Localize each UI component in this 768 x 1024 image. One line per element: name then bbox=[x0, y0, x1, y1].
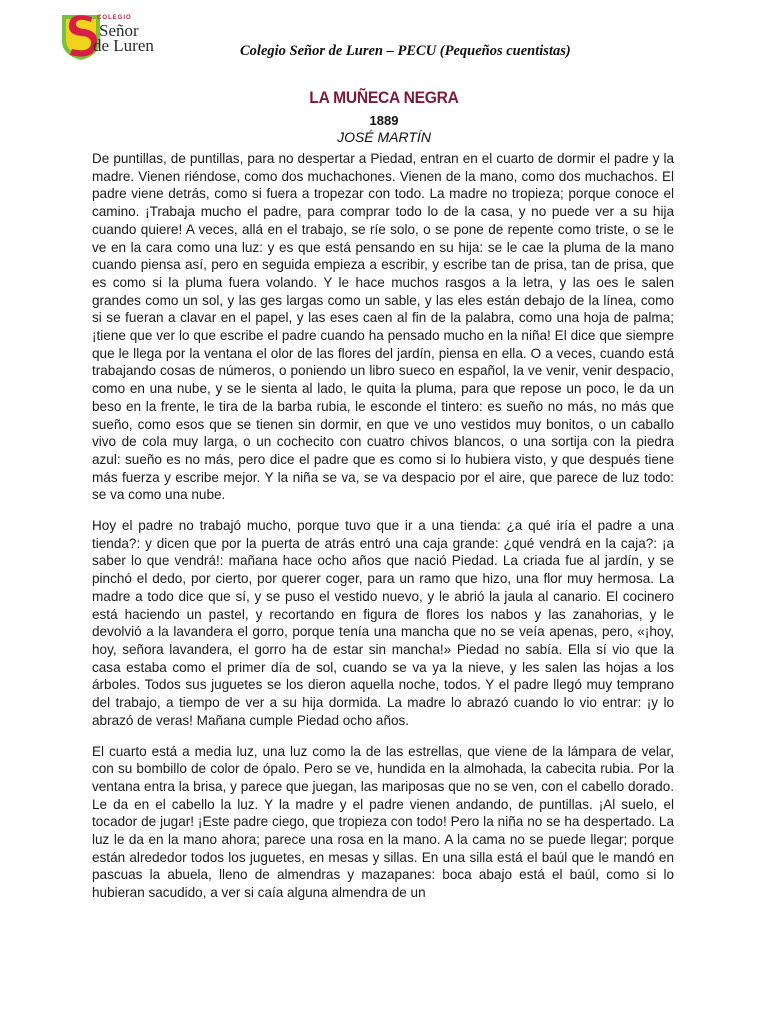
story-year: 1889 bbox=[369, 113, 399, 128]
paragraph: De puntillas, de puntillas, para no despertar a Piedad, entran en el cuarto de dormir el padre y la madre. Vienen riéndose, como dos muchachones. Vienen de la mano, como dos muchachos. El padre viene detrás, como si fuera a tropezar con todo. La madre no tropieza; porque conoce el camino. ¡Trabaja mucho el padre, para comprar todo lo de la casa, y no puede ver a su hija cuando quiere! A veces, allá en el trabajo, se ríe solo, o se pone de repente como triste, o se le ve en la cara como una luz: y es que está pensando en su hija: se le cae la pluma de la mano cuando piensa así, pero en seguida empieza a escribir, y escribe tan de prisa, tan de prisa, que es como si la pluma fuera volando. Y le hace muchos rasgos a la letra, y las oes le salen grandes como un sol, y las ges largas como un sable, y las eles están debajo de la línea, como si se fueran a clavar en el papel, y las eses caen al fin de la palabra, como una hoja de palma; ¡tiene que ver lo que escribe el padre cuando ha pensado mucho en la niña! El dice que siempre que le llega por la ventana el olor de las flores del jardín, piensa en ella. O a veces, cuando está trabajando cosas de números, o poniendo un libro sueco en español, la ve venir, venir despacio, como en una nube, y se le sienta al lado, le quita la pluma, para que repose un poco, le da un beso en la frente, le tira de la barba rubia, le esconde el tintero: es sueño no más, no más que sueño, como esos que se tienen sin dormir, en que ve uno vestidos muy bonitos, o un caballo vivo de cola muy larga, o un cochecito con cuatro chivos blancos, o una sortija con la piedra azul: sueño es no más, pero dice el padre que es como si lo hubiera visto, y que después tiene más fuerza y escribe mejor. Y la niña se va, se va despacio por el aire, que parece de luz todo: se va como una nube. bbox=[92, 151, 674, 503]
logo-small-text: COLEGIO bbox=[97, 15, 132, 21]
story-title: LA MUÑECA NEGRA bbox=[309, 88, 459, 107]
story-body bbox=[92, 150, 674, 915]
story-author: JOSÉ MARTÍN bbox=[337, 129, 431, 145]
school-logo bbox=[60, 11, 170, 63]
logo-name-line1: Señor bbox=[99, 21, 139, 40]
header-title: Colegio Señor de Luren – PECU (Pequeños cuentistas) bbox=[240, 43, 571, 59]
paragraph: Hoy el padre no trabajó mucho, porque tuvo que ir a una tienda: ¿a qué iría el padre a una tienda?: y dicen que por la puerta de atrás entró una caja grande: ¿qué vendrá en la caja?: ¡a saber lo que vendrá!: mañana hace ocho años que nació Piedad. La criada fue al jardín, y se pinchó el dedo, por cierto, por querer coger, para un ramo que hizo, una flor muy hermosa. La madre a todo dice que sí, y se puso el vestido nuevo, y le abrió la jaula al canario. El cocinero está haciendo un pastel, y recortando en figura de flores los nabos y las zanahorias, y le devolvió a la lavandera el gorro, porque tenía una mancha que no se veía apenas, pero, «¡hoy, hoy, señora lavandera, el gorro ha de estar sin mancha!» Piedad no sabía. Ella sí vio que la casa estaba como el primer día de sol, cuando se va ya la nieve, y les salen las hojas a los árboles. Todos sus juguetes se los dieron aquella noche, todos. Y el padre llegó muy temprano del trabajo, a tiempo de ver a su hija dormida. La madre lo abrazó cuando lo vio entrar: ¡y lo abrazó de veras! Mañana cumple Piedad ocho años. bbox=[92, 518, 674, 728]
logo-name-line2: de Luren bbox=[93, 36, 154, 55]
paragraph: El cuarto está a media luz, una luz como la de las estrellas, que viene de la lámpara de velar, con su bombillo de color de ópalo. Pero se ve, hundida en la almohada, la cabecita rubia. Por la ventana entra la brisa, y parece que juegan, las mariposas que no se ven, con el cabello dorado. Le da en el cabello la luz. Y la madre y el padre vienen andando, de puntillas. ¡Al suelo, el tocador de jugar! ¡Este padre ciego, que tropieza con todo! Pero la niña no se ha despertado. La luz le da en la mano ahora; parece una rosa en la mano. A la cama no se puede llegar; porque están alrededor todos los juguetes, en mesas y sillas. En una silla está el baúl que le mandó en pascuas la abuela, lleno de almendras y mazapanes: boca abajo está el baúl, como si lo hubieran sacudido, a ver si caía alguna almendra de un bbox=[92, 743, 674, 901]
